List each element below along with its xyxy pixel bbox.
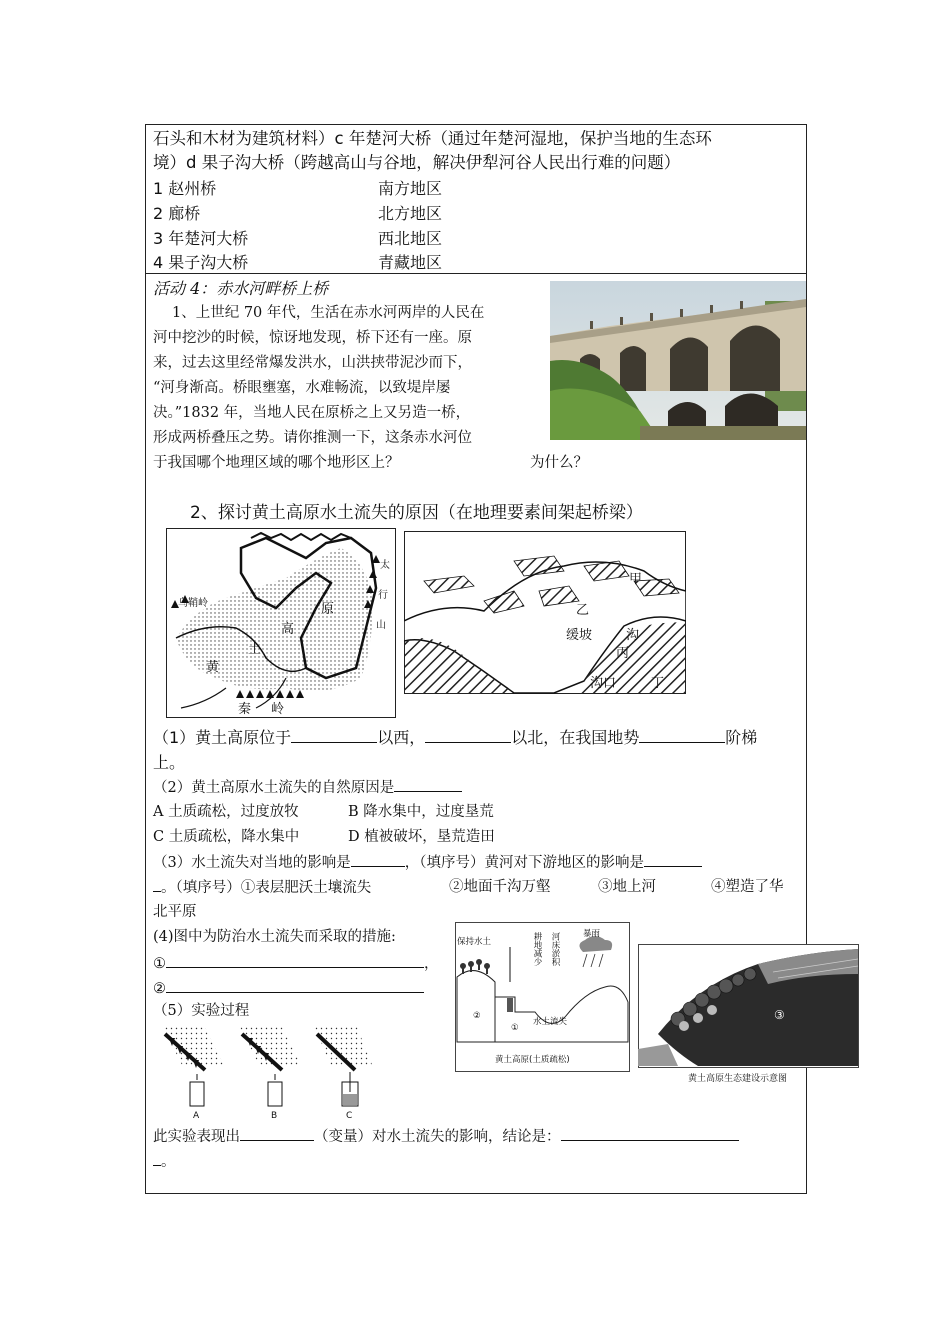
q4-num-1: ①: [153, 956, 166, 972]
q3-line-1: [153, 852, 702, 873]
q5-end-line: [153, 1151, 176, 1172]
map-label-wushaoling: 乌鞘岭: [178, 598, 208, 609]
q5-end: 。: [161, 1154, 176, 1170]
q1-text-c: 以北，在我国地势: [511, 728, 640, 747]
q5-blank-2-cont[interactable]: [153, 1151, 161, 1166]
q5-tail-b: （变量）对水土流失的影响，结论是：: [314, 1129, 561, 1145]
q3-line-3: 北平原: [153, 904, 197, 920]
gully-diagram: [404, 531, 686, 694]
map-label-hang: 行: [378, 590, 388, 601]
para-line-5: 决。”1832 年，当地人民在原桥之上又另造一桥，: [153, 405, 471, 421]
q1-text-b: 以西，: [377, 728, 426, 747]
exp-label-c: C: [346, 1111, 353, 1121]
map-label-qin: 秦: [238, 702, 252, 717]
exp-label-a: A: [193, 1111, 200, 1121]
q5-tail-a: 此实验表现出: [153, 1129, 240, 1145]
d1-label-conserve: 保持水土: [457, 937, 492, 947]
q4-answer-2: [153, 978, 424, 999]
para-line-2: 河中挖沙的时候，惊讶地发现，桥下还有一座。原: [153, 330, 472, 346]
q1-blank-1[interactable]: [291, 728, 377, 743]
q3-text-c: 。（填序号）①表层肥沃土壤流失: [161, 880, 372, 896]
loess-plateau-map: [166, 528, 396, 718]
para-line-4: “河身渐高。桥眼壅塞，水难畅流，以致堤岸屡: [153, 380, 451, 396]
d1-label-rainstorm: 暴雨: [583, 929, 601, 939]
gully-label-jia: 甲: [629, 572, 643, 587]
q4-answer-1: ① ，: [153, 953, 439, 974]
why-text: 为什么？: [530, 455, 588, 471]
q3-blank-1[interactable]: [351, 852, 405, 867]
option-d[interactable]: D 植被破坏，垦荒造田: [348, 829, 495, 845]
q1-blank-3[interactable]: [639, 728, 725, 743]
q3-line-2: [153, 877, 371, 898]
map-label-ling: 岭: [271, 702, 285, 717]
match-right-2: 北方地区: [378, 204, 443, 223]
d1-label-riverbed: 河床淤积: [550, 932, 560, 966]
q3-option-3: ③地上河: [598, 879, 656, 895]
map-label-yuan: 原: [321, 602, 335, 617]
top-line-1: 石头和木材为建筑材料）c 年楚河大桥（通过年楚河湿地，保护当地的生态环: [153, 129, 712, 148]
q3-text-b: ，（填序号）黄河对下游地区的影响是: [404, 855, 644, 871]
q5-tail-line: [153, 1126, 739, 1147]
option-b[interactable]: B 降水集中，过度垦荒: [348, 804, 494, 820]
gully-label-yi: 乙: [576, 603, 590, 618]
para-line-3: 来，过去这里经常爆发洪水，山洪挟带泥沙而下，: [153, 355, 472, 371]
d1-label-1: ①: [511, 1023, 519, 1033]
map-label-tu: 土: [248, 642, 262, 657]
q3-blank-2[interactable]: [644, 852, 702, 867]
match-left-3: 3 年楚河大桥: [153, 229, 249, 248]
gully-label-bing: 丙: [616, 646, 630, 661]
section2-heading: 2、探讨黄土高原水土流失的原因（在地理要素间架起桥梁）: [190, 503, 643, 523]
match-right-3: 西北地区: [378, 229, 443, 248]
q3-blank-2-cont[interactable]: [153, 877, 161, 892]
map-label-tai: 太: [380, 560, 390, 571]
eco-construction-diagram: [638, 944, 860, 1084]
experiment-diagram: [155, 1022, 375, 1122]
d1-label-erosion: 水土流失: [533, 1017, 568, 1027]
d2-label-caption: 黄土高原生态建设示意图: [688, 1074, 788, 1084]
q4-blank-1[interactable]: [166, 953, 424, 968]
match-left-2: 2 廊桥: [153, 204, 201, 223]
activity-title: 活动 4：赤水河畔桥上桥: [153, 279, 329, 298]
gully-label-gentle-slope: 缓坡: [566, 628, 593, 643]
gully-label-goukou: 沟口: [590, 676, 617, 691]
d2-label-3: ③: [774, 1008, 785, 1022]
gully-label-ding: 丁: [651, 676, 665, 691]
q1-blank-2[interactable]: [425, 728, 511, 743]
q1-line: [153, 727, 757, 749]
q2-blank[interactable]: [394, 777, 462, 792]
match-left-1: 1 赵州桥: [153, 179, 217, 198]
d1-label-farmland: 耕地减少: [532, 932, 542, 966]
map-label-gao: 高: [281, 622, 295, 637]
q3-text-a: （3）水土流失对当地的影响是: [153, 855, 351, 871]
option-a[interactable]: A 土质疏松，过度放牧: [153, 804, 299, 820]
match-left-4: 4 果子沟大桥: [153, 253, 249, 272]
q3-option-4: ④塑造了华: [711, 879, 784, 895]
match-right-1: 南方地区: [378, 179, 443, 198]
d1-label-caption: 黄土高原(土质疏松): [495, 1055, 570, 1065]
q2-text: （2）黄土高原水土流失的自然原因是: [153, 780, 395, 796]
top-line-2: 境）d 果子沟大桥（跨越高山与谷地，解决伊犁河谷人民出行难的问题）: [153, 153, 681, 172]
map-label-huang: 黄: [206, 660, 220, 675]
q4-blank-2[interactable]: [166, 978, 424, 993]
q5-blank-2[interactable]: [561, 1126, 739, 1141]
q2-line: [153, 777, 462, 798]
q1-line-2: 上。: [153, 753, 186, 772]
option-c[interactable]: C 土质疏松，降水集中: [153, 829, 300, 845]
q4-line: (4)图中为防治水土流失而采取的措施:: [153, 929, 396, 945]
q1-text-a: （1）黄土高原位于: [153, 728, 292, 747]
q5-blank-1[interactable]: [240, 1126, 314, 1141]
para-line-6: 形成两桥叠压之势。请你推测一下，这条赤水河位: [153, 430, 472, 446]
map-label-shan: 山: [376, 620, 386, 631]
match-right-4: 青藏地区: [378, 253, 443, 272]
bridge-photo: [550, 281, 806, 440]
para-line-1: 1、上世纪 70 年代，生活在赤水河两岸的人民在: [172, 305, 485, 321]
d1-label-2: ②: [473, 1011, 481, 1021]
exp-label-b: B: [271, 1111, 278, 1121]
q4-num-2: ②: [153, 981, 166, 997]
q5-line: （5）实验过程: [153, 1003, 250, 1019]
soil-erosion-diagram: [455, 922, 630, 1072]
question-line: 于我国哪个地理区域的哪个地形区上？: [153, 455, 400, 471]
q1-text-d: 阶梯: [725, 728, 758, 747]
q3-option-2: ②地面千沟万壑: [449, 879, 551, 895]
gully-label-gou: 沟: [626, 628, 640, 643]
